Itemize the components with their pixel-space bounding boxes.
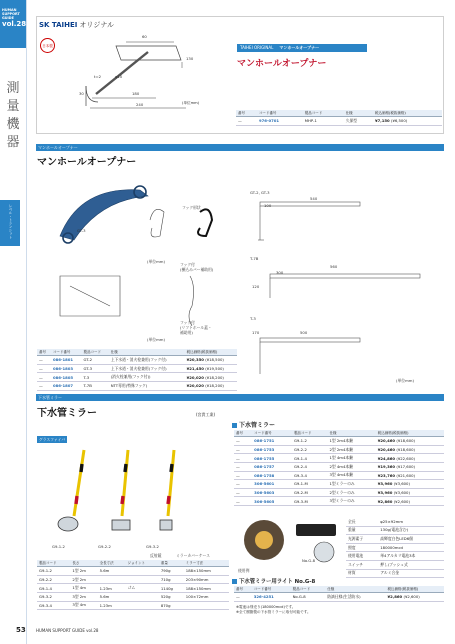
mirror-size-table <box>37 560 229 610</box>
note-2: ※全て樹脂製の下水管ミラーに取付可能です。 <box>236 610 311 614</box>
table-row: — 306-5605 G9-3-M 3型ミラーのみ ¥2,860 (¥2,600) <box>234 497 444 506</box>
label-gt2-gt3: GT-2, GT-3 <box>250 190 270 195</box>
label-unit-c: (単位mm) <box>396 378 414 383</box>
mirror-label-2: G9-2-2 <box>98 544 111 549</box>
light-product-photos <box>236 516 344 568</box>
table-row: 全長 φ25×92mm <box>346 518 444 526</box>
table-row: 重量 130g(電池含む) <box>346 526 444 535</box>
price-table-mirror <box>234 430 444 506</box>
table-row: — 306-5601 G9-1-M 1型ミラーのみ ¥3,960 (¥3,600) <box>234 480 444 489</box>
label-unit-a: (単位mm) <box>147 259 165 264</box>
col-code: コード番号 <box>257 110 303 117</box>
dim-thickness: t=2 <box>94 74 102 79</box>
unit-note: (単位mm) <box>182 101 199 105</box>
table-header-row <box>236 110 442 117</box>
label-hook2: フック付 <box>180 320 195 325</box>
note-1: ※電池は別売り(180000mcd)です。 <box>236 605 296 609</box>
light-spec-table <box>346 518 444 578</box>
table-row: — 086-1753 G9-2-2 2型 2m4本継 ¥20,460 (¥18,600) <box>234 445 444 454</box>
price-ex: (¥6,500) <box>390 118 408 124</box>
col-product-code: 製品コード <box>303 110 344 117</box>
table-row: G9-1-4 1型 4m 1.23m ゴム 1140g 188×150mm <box>37 584 229 593</box>
table-row: — 086-1755 G9-1-4 1型 4m4本継 ¥24,860 (¥22,600) <box>234 454 444 463</box>
row-no: — <box>236 117 257 126</box>
opener-tools-figure <box>40 176 240 346</box>
table-row: — 086-1805 T-3 (消火栓兼用(フック付)) ¥20,020 (¥18,200) <box>37 373 237 382</box>
page-number: 53 <box>16 626 26 634</box>
category-tab[interactable]: レベル・トランシット <box>0 200 20 246</box>
light-price-title: 下水管ミラー用ライト No.G-8 <box>239 579 316 585</box>
row-product-code: MHP-1 <box>303 117 344 126</box>
dim-500: 500 <box>300 330 308 335</box>
label-hook-shape: フック形状 <box>182 205 201 210</box>
price-table-manhole <box>236 110 442 126</box>
mirror-label-3: G9-3-2 <box>146 544 159 549</box>
label-unit-b: (単位mm) <box>147 337 165 342</box>
label-hook-plain: フック付 <box>180 262 195 267</box>
table-header-row <box>37 349 237 356</box>
row-price <box>373 117 442 126</box>
rail-divider <box>26 0 27 644</box>
col-no: 番号 <box>37 349 51 356</box>
table-row: 使用電池 単4アルカリ電池3本 <box>346 552 444 561</box>
dim-540: 540 <box>310 196 318 201</box>
dim-60: 60 <box>142 34 147 39</box>
price-tax: ¥7,150 <box>374 118 390 124</box>
mirror-cover-note: ミラーカバーケース <box>176 553 210 558</box>
table-row: 照度 180000mcd <box>346 543 444 552</box>
table-row: 材質 アルミ合金 <box>346 569 444 578</box>
dim-560: 560 <box>330 264 338 269</box>
category-label: 測量機器 <box>6 81 20 150</box>
guide-badge <box>0 0 26 48</box>
row-spec: 久保型 <box>344 117 373 126</box>
use-example-label: 使用例 <box>238 568 250 573</box>
square-bullet-icon <box>232 579 237 584</box>
label-t7b: T-7B <box>250 256 259 261</box>
col-spec: 仕様 <box>109 349 185 356</box>
section-title-manhole: マンホールオープナー <box>37 157 137 168</box>
table-row: — 086-1751 G9-1-2 1型 2m4本継 ¥20,460 (¥18,600) <box>234 437 444 446</box>
product-title-manhole: マンホールオープナー <box>237 59 327 69</box>
brand-name: SK TAIHEI <box>39 21 78 29</box>
dim-180: 180 <box>132 91 140 96</box>
mirror-price-title: 下水管ミラー <box>239 422 276 429</box>
table-row: — 086-1803 GT-3 上下水道・消火栓兼用(フック付) ¥21,450 (¥19,500) <box>37 364 237 373</box>
guide-volume: vol.28 <box>2 20 27 29</box>
row-code: 976-0701 <box>257 117 303 126</box>
japan-made-seal: 日本製 <box>40 38 55 53</box>
table-header-row: 番号 コード番号 製品コード 仕様 税込価格(税抜価格) <box>234 430 444 437</box>
section-title-mirror: 下水管ミラー <box>37 408 97 419</box>
table-row: G9-1-2 1型 2m 5.6m 790g 188×150mm <box>37 567 229 576</box>
table-row: — 326-4251 No.G-8 防滴仕様(生活防水) ¥2,860 (¥2,600) <box>234 593 444 602</box>
footer-guide-name: HUMAN SUPPORT GUIDE vol.28 <box>36 628 99 633</box>
table-row: G9-3-2 3型 2m 5.6m 520g 100×72mm <box>37 592 229 601</box>
dim-300: 300 <box>276 270 284 275</box>
col-price: 税込価格(税抜価格) <box>373 110 442 117</box>
table-row <box>236 117 442 126</box>
table-header-row: 番号 コード番号 製品コード 仕様 税込価格(税抜価格) <box>234 586 444 593</box>
label-gt3: GT-3 <box>77 228 86 233</box>
dim-30: 30 <box>79 91 84 96</box>
dim-240: 240 <box>136 102 144 107</box>
table-row: スイッチ 押し/ブッシュ式 <box>346 560 444 569</box>
col-price: 税込価格(税抜価格) <box>185 349 237 356</box>
col-spec: 仕様 <box>344 110 373 117</box>
label-hook2-b: (リフトホール蓋・ <box>180 325 212 330</box>
label-t3: T-3 <box>250 316 256 321</box>
table-row: G9-2-2 2型 2m 710g 203×90mm <box>37 575 229 584</box>
dim-diameter: φ10 <box>115 74 123 79</box>
light-notes <box>236 605 311 615</box>
light-model-label: No.G-8 <box>302 558 316 563</box>
glass-fiber-badge: グラスファイバー <box>38 437 66 449</box>
label-hook2-c: 補助用) <box>180 330 193 335</box>
col-no: 番号 <box>236 110 257 117</box>
col-code: コード番号 <box>51 349 82 356</box>
table-row: — 086-1757 G9-2-4 2型 4m4本継 ¥19,360 (¥17,600) <box>234 462 444 471</box>
table-row: — 086-1758 G9-3-4 3型 4m4本継 ¥23,760 (¥21,600) <box>234 471 444 480</box>
dim-100: 100 <box>264 203 272 208</box>
guide-brand: HUMAN SUPPORT GUIDE <box>2 8 20 20</box>
mirror-reflector-note: 反射鏡 <box>150 553 162 558</box>
square-bullet-icon <box>232 423 237 428</box>
table-row: — 086-1801 GT-2 上下水道・消火栓兼用(フック付) ¥20,350 (¥18,500) <box>37 356 237 365</box>
table-row: 光源素子 高輝度白色LED6個 <box>346 535 444 544</box>
section-bar-manhole: マンホールオープナー <box>36 144 444 151</box>
price-table-light <box>234 586 444 602</box>
brand-suffix: オリジナル <box>79 21 115 29</box>
mirror-product-photos <box>48 446 224 544</box>
label-hook-plain-sub: (横込みバー補助用) <box>180 267 214 272</box>
original-label-bar <box>237 44 367 52</box>
table-row: — 086-1807 T-7B NTT専用(特殊フック) ¥20,020 (¥18,200) <box>37 381 237 390</box>
table-row: G9-3-4 3型 4m 1.23m 870g <box>37 601 229 610</box>
mirror-price-heading <box>232 420 444 427</box>
col-product-code: 製品コード <box>81 349 108 356</box>
light-price-heading <box>232 577 444 584</box>
dim-170: 170 <box>252 330 260 335</box>
table-header-row: 製品コード 長さ 全長寸法 ジョイント 重量 ミラー寸法 <box>37 560 229 567</box>
section-bar-mirror: 下水管ミラー <box>36 394 444 401</box>
dim-130: 130 <box>186 56 194 61</box>
original-product-name: マンホールオープナー <box>279 45 320 50</box>
maker-note: (宮貴工業) <box>196 412 216 417</box>
table-row: — 306-5603 G9-2-M 2型ミラーのみ ¥3,960 (¥3,600) <box>234 488 444 497</box>
original-tag: TAIHEI ORIGINAL <box>240 45 274 50</box>
price-table-opener <box>37 349 237 391</box>
dim-120: 120 <box>252 284 260 289</box>
mirror-label-1: G9-1-2 <box>52 544 65 549</box>
opener-dimension-drawings <box>240 188 444 388</box>
